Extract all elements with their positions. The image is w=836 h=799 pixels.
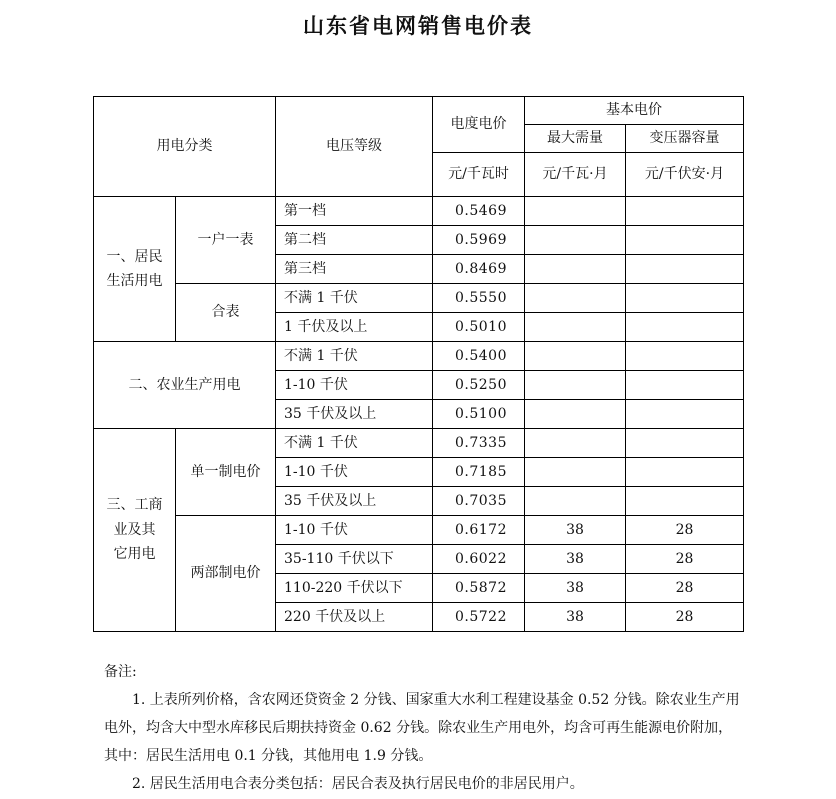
voltage-level: 1-10 千伏	[276, 371, 433, 400]
max-demand-cell	[525, 342, 626, 371]
transformer-cell	[626, 487, 744, 516]
document-title: 山东省电网销售电价表	[303, 14, 533, 38]
transformer-cell	[626, 313, 744, 342]
note-item-1: 1. 上表所列价格，含农网还贷资金 2 分钱、国家重大水利工程建设基金 0.52 分钱。除农业生产用电外，均含大中型水库移民后期扶持资金 0.62 分钱。除农业生产用电外，均含可再生能源电价附加，其中：居民生活用电 0.1 分钱，其他用电 1.9 分钱。	[104, 692, 740, 764]
max-demand-cell: 38	[525, 516, 626, 545]
category-residential	[94, 197, 176, 342]
max-demand-cell	[525, 400, 626, 429]
kwh-price: 0.7185	[433, 458, 525, 487]
transformer-cell	[626, 342, 744, 371]
kwh-price: 0.7335	[433, 429, 525, 458]
transformer-cell	[626, 458, 744, 487]
max-demand-cell: 38	[525, 574, 626, 603]
category-industrial	[94, 429, 176, 632]
kwh-price: 0.5100	[433, 400, 525, 429]
transformer-cell: 28	[626, 516, 744, 545]
voltage-level: 35-110 千伏以下	[276, 545, 433, 574]
transformer-cell: 28	[626, 545, 744, 574]
voltage-level: 第二档	[276, 226, 433, 255]
notes-section	[104, 658, 744, 798]
voltage-level: 不满 1 千伏	[276, 342, 433, 371]
category-industrial-line1: 三、工商	[106, 497, 163, 514]
kwh-price: 0.5550	[433, 284, 525, 313]
header-voltage: 电压等级	[276, 97, 433, 197]
kwh-price: 0.5400	[433, 342, 525, 371]
kwh-price: 0.7035	[433, 487, 525, 516]
voltage-level: 220 千伏及以上	[276, 603, 433, 632]
header-category: 用电分类	[94, 97, 276, 197]
header-basic-price: 基本电价	[525, 97, 744, 125]
price-table	[93, 96, 744, 632]
header-max-demand-unit: 元/千瓦·月	[525, 153, 626, 197]
max-demand-cell	[525, 371, 626, 400]
kwh-price: 0.5469	[433, 197, 525, 226]
voltage-level: 1-10 千伏	[276, 516, 433, 545]
header-row-1	[94, 97, 744, 125]
max-demand-cell	[525, 197, 626, 226]
voltage-level: 第三档	[276, 255, 433, 284]
category-residential-line1: 一、居民	[106, 248, 163, 265]
subcategory-shared-meter: 合表	[176, 284, 276, 342]
table-row	[94, 342, 744, 371]
voltage-level: 不满 1 千伏	[276, 429, 433, 458]
transformer-cell: 28	[626, 574, 744, 603]
kwh-price: 0.5250	[433, 371, 525, 400]
header-transformer-unit: 元/千伏安·月	[626, 153, 744, 197]
kwh-price: 0.8469	[433, 255, 525, 284]
voltage-level: 1-10 千伏	[276, 458, 433, 487]
kwh-price: 0.5872	[433, 574, 525, 603]
subcategory-single-meter: 一户一表	[176, 197, 276, 284]
subcategory-single-part: 单一制电价	[176, 429, 276, 516]
max-demand-cell	[525, 255, 626, 284]
kwh-price: 0.6172	[433, 516, 525, 545]
kwh-price: 0.5010	[433, 313, 525, 342]
header-kwh-unit: 元/千瓦时	[433, 153, 525, 197]
table-row	[94, 284, 744, 313]
max-demand-cell	[525, 487, 626, 516]
header-kwh-price: 电度电价	[433, 97, 525, 153]
max-demand-cell	[525, 458, 626, 487]
voltage-level: 35 千伏及以上	[276, 487, 433, 516]
kwh-price: 0.5969	[433, 226, 525, 255]
max-demand-cell	[525, 284, 626, 313]
subcategory-two-part: 两部制电价	[176, 516, 276, 632]
max-demand-cell: 38	[525, 545, 626, 574]
max-demand-cell	[525, 429, 626, 458]
transformer-cell	[626, 197, 744, 226]
kwh-price: 0.5722	[433, 603, 525, 632]
kwh-price: 0.6022	[433, 545, 525, 574]
transformer-cell	[626, 226, 744, 255]
note-item-2: 2. 居民生活用电合表分类包括：居民合表及执行居民电价的非居民用户。	[132, 776, 584, 792]
voltage-level: 110-220 千伏以下	[276, 574, 433, 603]
voltage-level: 第一档	[276, 197, 433, 226]
header-max-demand: 最大需量	[525, 125, 626, 153]
table-row	[94, 516, 744, 545]
transformer-cell	[626, 284, 744, 313]
category-industrial-line2: 业及其	[113, 521, 156, 538]
notes-heading: 备注:	[104, 664, 137, 680]
table-row	[94, 429, 744, 458]
transformer-cell	[626, 371, 744, 400]
transformer-cell	[626, 255, 744, 284]
voltage-level: 35 千伏及以上	[276, 400, 433, 429]
voltage-level: 不满 1 千伏	[276, 284, 433, 313]
max-demand-cell	[525, 226, 626, 255]
category-residential-line2: 生活用电	[106, 273, 163, 289]
category-industrial-line3: 它用电	[113, 546, 156, 563]
max-demand-cell	[525, 313, 626, 342]
max-demand-cell: 38	[525, 603, 626, 632]
category-agriculture: 二、农业生产用电	[94, 342, 276, 429]
transformer-cell	[626, 429, 744, 458]
transformer-cell: 28	[626, 603, 744, 632]
transformer-cell	[626, 400, 744, 429]
table-row	[94, 197, 744, 226]
voltage-level: 1 千伏及以上	[276, 313, 433, 342]
header-transformer: 变压器容量	[626, 125, 744, 153]
